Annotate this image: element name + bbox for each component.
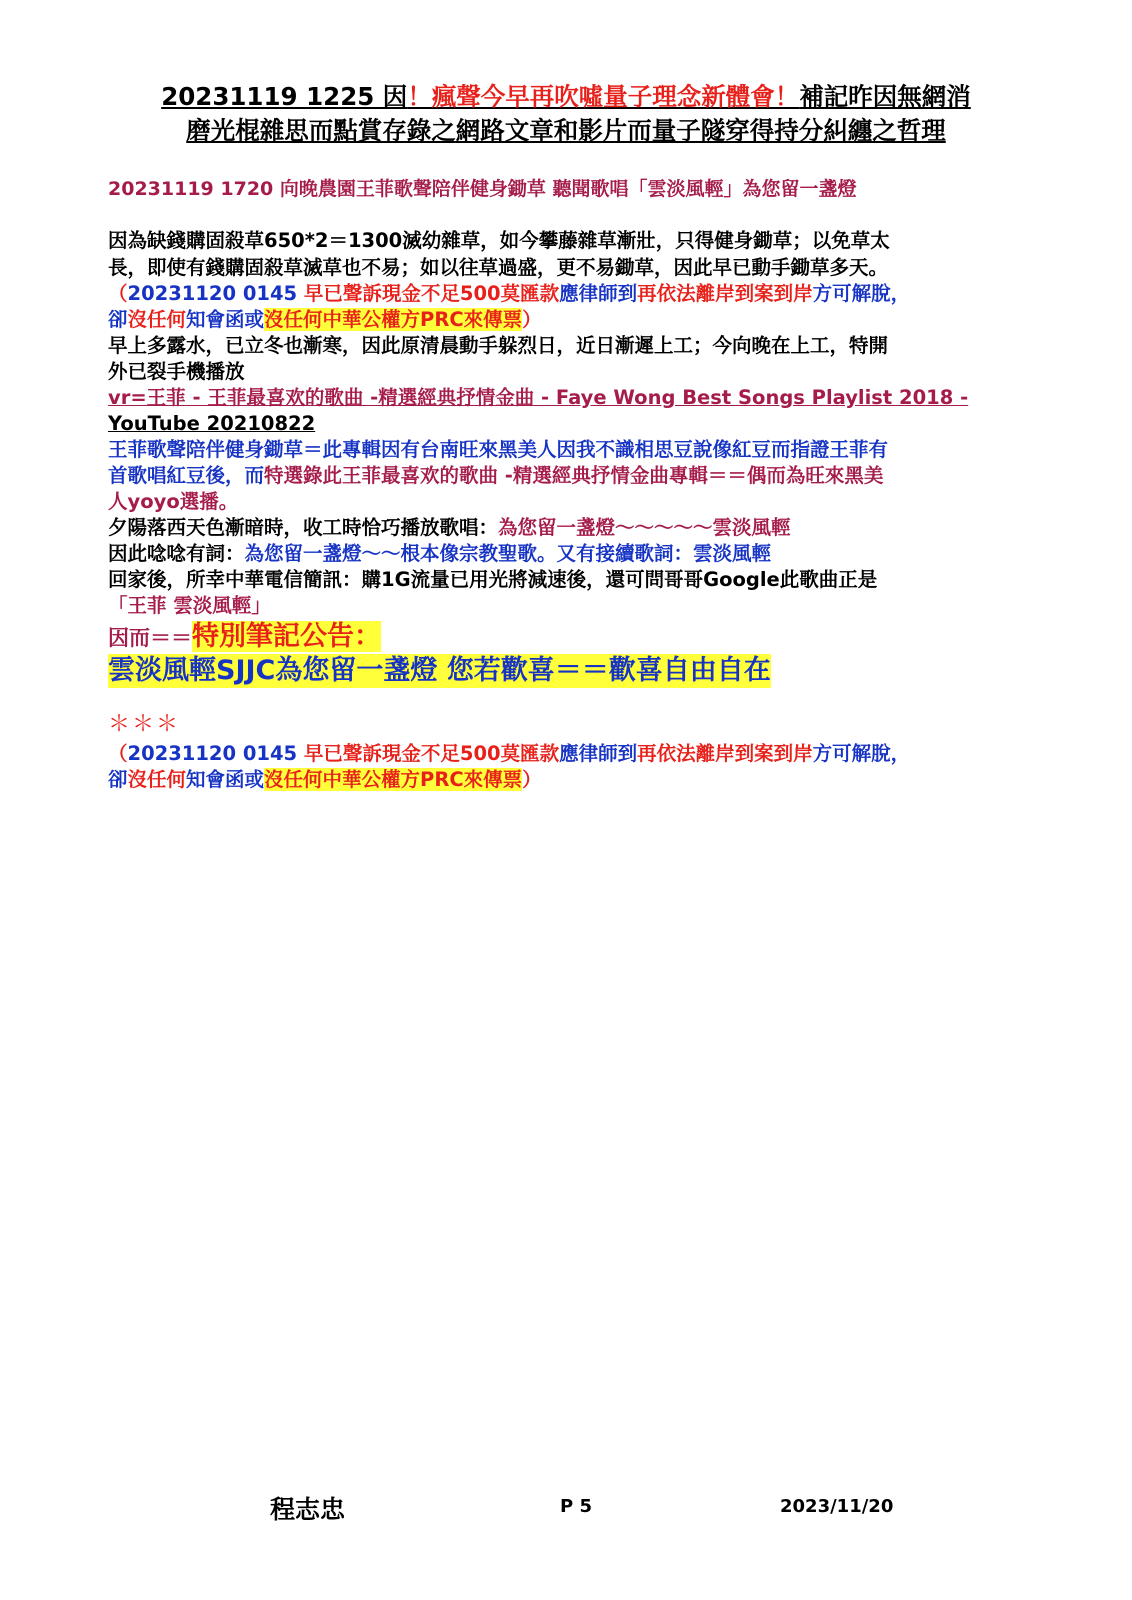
- paragraph-1-line-1: 因為缺錢購固殺草650*2＝1300滅幼雜草，如今攀藤雜草漸壯，只得健身鋤草；以免草太: [108, 229, 890, 252]
- paragraph-2-line-1: 早上多露水，已立冬也漸寒，因此原清晨動手躲烈日，近日漸遲上工；今向晚在上工，特開: [108, 334, 889, 357]
- notice-line-1: （20231120 0145 早已聲訴現金不足500莫匯款應律師到再依法離岸到案到岸方可解脫，: [108, 282, 911, 305]
- paragraph-4-line-1: 夕陽落西天色漸暗時，收工時恰巧播放歌唱：為您留一盞燈～～～～～雲淡風輕: [108, 516, 791, 539]
- announcement-heading: 因而＝＝特別筆記公告：: [108, 621, 381, 652]
- footer-page-number: P 5: [560, 1496, 592, 1517]
- notice-line-2: 卻沒任何知會函或沒任何中華公權方PRC來傳票）: [108, 308, 542, 331]
- footer-author: 程志忠: [270, 1495, 346, 1524]
- subheading: 20231119 1720 向晚農園王菲歌聲陪伴健身鋤草 聽聞歌唱「雲淡風輕」為您留一盞燈: [108, 178, 857, 200]
- paragraph-3-line-3: 人yoyo選播。: [108, 490, 239, 513]
- title-line-2: 磨光棍雜思而點賞存錄之網路文章和影片而量子隧穿得持分糾纏之哲理: [186, 116, 946, 145]
- paragraph-4-line-2: 因此唸唸有詞：為您留一盞燈～～根本像宗教聖歌。又有接續歌詞：雲淡風輕: [108, 542, 772, 565]
- paragraph-4-line-3: 回家後，所幸中華電信簡訊：購1G流量已用光將減速後，還可問哥哥Google此歌曲正是: [108, 568, 878, 591]
- notice-repeat-line-2: 卻沒任何知會函或沒任何中華公權方PRC來傳票）: [108, 768, 542, 791]
- paragraph-1-line-2: 長，即使有錢購固殺草滅草也不易；如以往草過盛，更不易鋤草，因此早已動手鋤草多天。: [108, 256, 889, 279]
- paragraph-4-line-4: 「王菲 雲淡風輕」: [108, 594, 271, 617]
- notice-repeat-line-1: （20231120 0145 早已聲訴現金不足500莫匯款應律師到再依法離岸到案到岸方可解脫，: [108, 742, 911, 765]
- announcement-line-2: 雲淡風輕SJJC為您留一盞燈 您若歡喜＝＝歡喜自由自在: [108, 655, 771, 686]
- paragraph-3-line-1: 王菲歌聲陪伴健身鋤草＝此專輯因有台南旺來黑美人因我不識相思豆說像紅豆而指證王菲有: [108, 438, 889, 461]
- youtube-link-line-1[interactable]: vr=王菲 - 王菲最喜欢的歌曲 -精選經典抒情金曲 - Faye Wong Best Songs Playlist 2018 -: [108, 386, 969, 409]
- paragraph-2-line-2: 外已裂手機播放: [108, 360, 245, 383]
- document-title: [110, 80, 1022, 148]
- section-divider-stars: ＊＊＊: [108, 712, 181, 737]
- title-line-1: 20231119 1225 因！瘋聲今早再吹噓量子理念新體會！補記昨因無網消: [161, 82, 971, 111]
- youtube-link-line-2[interactable]: YouTube 20210822: [108, 412, 316, 435]
- paragraph-3-line-2: 首歌唱紅豆後，而特選錄此王菲最喜欢的歌曲 -精選經典抒情金曲專輯＝＝偶而為旺來黑美: [108, 464, 884, 487]
- footer-date: 2023/11/20: [780, 1496, 894, 1517]
